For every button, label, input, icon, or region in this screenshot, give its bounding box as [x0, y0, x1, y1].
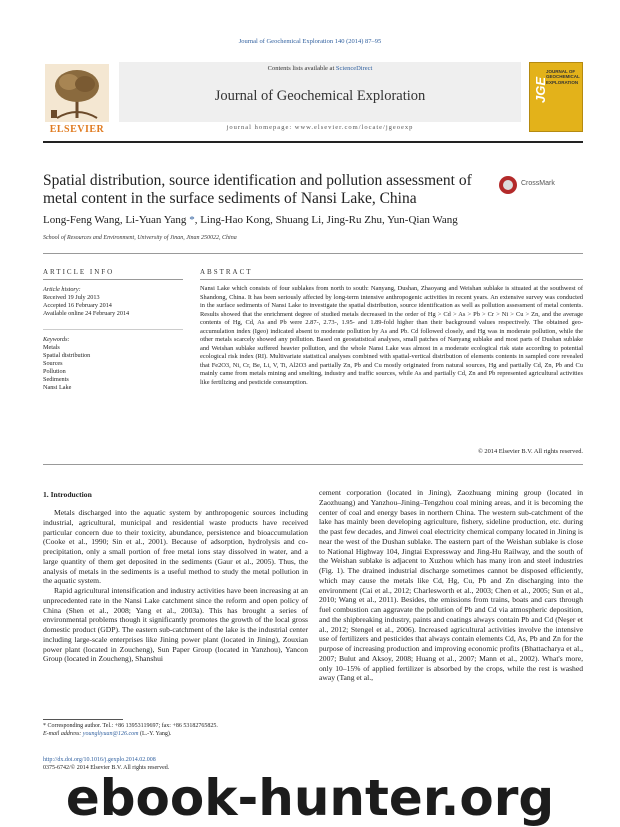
- divider: [43, 279, 183, 280]
- journal-cover: [529, 62, 583, 132]
- keyword-item: Nansi Lake: [43, 384, 72, 391]
- corresponding-author-note: * Corresponding author. Tel.: +86 13953119697; fax: +86 53182765825.: [43, 723, 218, 729]
- footnote-divider: [43, 719, 123, 720]
- divider: [43, 253, 583, 254]
- keyword-item: Metals: [43, 344, 60, 351]
- email-line: [43, 730, 308, 738]
- divider: [43, 141, 583, 143]
- authors-first: Long-Feng Wang, Li-Yuan Yang: [43, 214, 190, 226]
- contents-line: [119, 65, 521, 72]
- keyword-item: Sediments: [43, 376, 69, 383]
- issn-line: 0375-6742/© 2014 Elsevier B.V. All rights reserved.: [43, 765, 170, 771]
- body-column-right: [319, 488, 583, 683]
- divider: [43, 464, 583, 465]
- crossmark-badge[interactable]: [499, 176, 579, 194]
- keyword-item: Spatial distribution: [43, 352, 91, 359]
- contents-prefix: Contents lists available at: [267, 65, 336, 72]
- corresponding-author-star[interactable]: *: [189, 214, 195, 226]
- article-history: [43, 286, 188, 318]
- online-date: Available online 24 February 2014: [43, 310, 130, 317]
- footnote: [43, 722, 308, 738]
- journal-homepage[interactable]: journal homepage: www.elsevier.com/locate/jgeoexp: [226, 124, 414, 131]
- abstract-text: Nansi Lake which consists of four sublakes from north to south: Nanyang, Dushan, Zhaoyang and Weishan sublake is situated at the southwest of Shandong, China. It has been seriously affected by long-term intensive anthropogenic activities in recent years. An extensive survey was conducted in the surface sediments of Nansi Lake to investigate the spatial distribution, source identification as well as pollution assessment of metal contents. Results showed that the enrichment degree of studied metals decreased in the order of Hg > Cd > As > Pb > Cr > Ni > Cu > Zn, and the average contents of Hg, Cd, As and Pb were 2.87-, 2.73-, 1.95- and 1.89-fold higher than their background values respectively. The obtained geo-accumulation index (Igeo) indicated absent to moderate pollution by As and Pb. Cd followed closely, and Hg was in moderate pollution, while the other metals scarcely showed any pollution. Based on geostatistical analyses, small patches of Nanyang sublake and most parts of Dushan sublake and Weishan sublake suffered heavier pollution, and the whole Nansi Lake was almost in a moderate ecological risk state according to potential ecological risk index (RI). Multivariate statistical analyses combined with spatial-vertical distribution of elements contents in sampled core revealed that Fe2O3, Ni, Cr, Be, Li, V, Ti, Al2O3 and partially Zn, Pb and Cu mostly originated from natural sources, Hg and partially Cd, Zn, Pb and Cu mainly came from metals mining and smelting, industry and traffic sources, while As and partially Cd, Zn and Pb represented agricultural activities like fertilizing and pesticide consumption.: [200, 285, 583, 387]
- email-suffix: (L.-Y. Yang).: [138, 731, 172, 737]
- journal-title: Journal of Geochemical Exploration: [214, 88, 426, 104]
- keyword-item: Pollution: [43, 368, 66, 375]
- running-head: Journal of Geochemical Exploration 140 (2014) 87–95: [238, 38, 382, 45]
- accepted-date: Accepted 16 February 2014: [43, 302, 112, 309]
- section-heading-introduction: 1. Introduction: [43, 490, 92, 499]
- email-label: E-mail address:: [43, 731, 83, 737]
- received-date: Received 19 July 2013: [43, 294, 100, 301]
- paragraph: Metals discharged into the aquatic system by anthropogenic sources including industrial, agricultural, municipal and residential waste products have received particular concern due to their toxicity, abundance, persistence and bioaccumulation (Cooke et al., 1990; Sin et al., 2001). Because of adsorption, hydrolysis and co-precipitation, only a small portion of free metal ions stay dissolved in water, and a large quantity of them get deposited in the sediments (Gaur et al., 2005). Thus, the analysis of metals in the sediments is a useful method to study the metal pollution in the aquatic system.: [43, 508, 308, 586]
- divider: [200, 279, 583, 280]
- sciencedirect-link[interactable]: ScienceDirect: [335, 65, 373, 72]
- history-label: Article history:: [43, 286, 81, 293]
- divider: [43, 329, 183, 330]
- article-title: Spatial distribution, source identification and pollution assessment of metal content in the surface sediments of Nansi Lake, China: [43, 172, 472, 207]
- copyright-line: © 2014 Elsevier B.V. All rights reserved.: [477, 448, 583, 455]
- article-info-heading: ARTICLE INFO: [43, 268, 115, 276]
- email-link[interactable]: youngliyuan@126.com: [82, 731, 139, 737]
- abstract-heading: ABSTRACT: [200, 268, 253, 276]
- doi-link[interactable]: http://dx.doi.org/10.1016/j.gexplo.2014.02.008: [43, 757, 156, 763]
- keywords-label: Keywords:: [43, 336, 70, 343]
- affiliation: School of Resources and Environment, University of Jinan, Jinan 250022, China: [43, 235, 237, 241]
- cover-acronym: JGE: [533, 76, 548, 103]
- authors-rest: , Ling-Hao Kong, Shuang Li, Jing-Ru Zhu, Yun-Qian Wang: [194, 214, 458, 226]
- crossmark-label: CrossMark: [521, 180, 555, 187]
- paragraph: Rapid agricultural intensification and industry activities have been increasing at an unprecedented rate in the Nansi Lake catchment since the reform and open policy of China (Shen et al., 2008; Yang et al., 2003a). This has brought a series of environmental problems though it significantly promotes the growth of the local gross domestic product (GDP). The eastern sub-catchment of the lake is the industrial center including large-scale enterprises like Jining power plant (located in Jining), Zouxian power plant (located in Zoucheng), Sun Paper Group (located in Yanzhou), Yancon Group (located in Zoucheng), Shanshui: [43, 586, 308, 664]
- keywords: [43, 336, 188, 392]
- cover-title: JOURNAL OF GEOCHEMICAL EXPLORATION: [546, 69, 580, 85]
- paragraph: cement corporation (located in Jining), Zaozhuang mining group (located in Zaozhuang) and Yanzhou–Jining–Tengzhou coal mining areas, and it is becoming the center of coal and energy bases in northern China. The western sub-catchment of the lake has mainly been developing agriculture, fishery, sideline production, etc. during the past few decades, and Jinwei coal electricity chemical company located in Jining is near the west of the Dushan sublake. The eastern part of the Weishan sublake is close to National Highway 104, Jingtai Expressway and Jing-Hu Railway, and the south of the Weishan sublake is adjacent to Xuzhou which has many iron and steel industries (Fig. 1). The drained industrial discharge sometimes cannot be disposed efficiently, which may cause the metals like Cd, Hg, Cu, Pb and Zn discharging into the environment (Cai et al., 2012; Charlesworth et al., 2003; Chen et al., 2005; Sun et al., 2010; Wang et al., 2011). Besides, the emissions from trains, boats and cars through fuel combustion can aggravate the pollution of Pb and Cd via atmospheric deposition, and the shipbreaking industry, paints and coatings always contain Pb and Cd (Neşer et al., 2012; Stengel et al., 2006). Increased agricultural activities involve the intensive use of fertilizers and pesticides that always contain elements Cd, As, Pb and Zn for the purpose of increasing production and improving economic profits (Bhattacharya et al., 2007; Bulut and Aksoy, 2008; Huang et al., 2007; Mann et al., 2002). What's more, only 10–15% of applied fertilizer is absorbed by the crops, while the rest is washed away (Tang et al.,: [319, 488, 583, 683]
- crossmark-icon: [499, 176, 517, 194]
- keyword-item: Sources: [43, 360, 63, 367]
- body-column-left: [43, 508, 308, 664]
- watermark: ebook-hunter.org: [65, 769, 555, 827]
- publisher-name: ELSEVIER: [49, 124, 105, 135]
- masthead: [43, 62, 583, 142]
- author-list: [43, 214, 583, 226]
